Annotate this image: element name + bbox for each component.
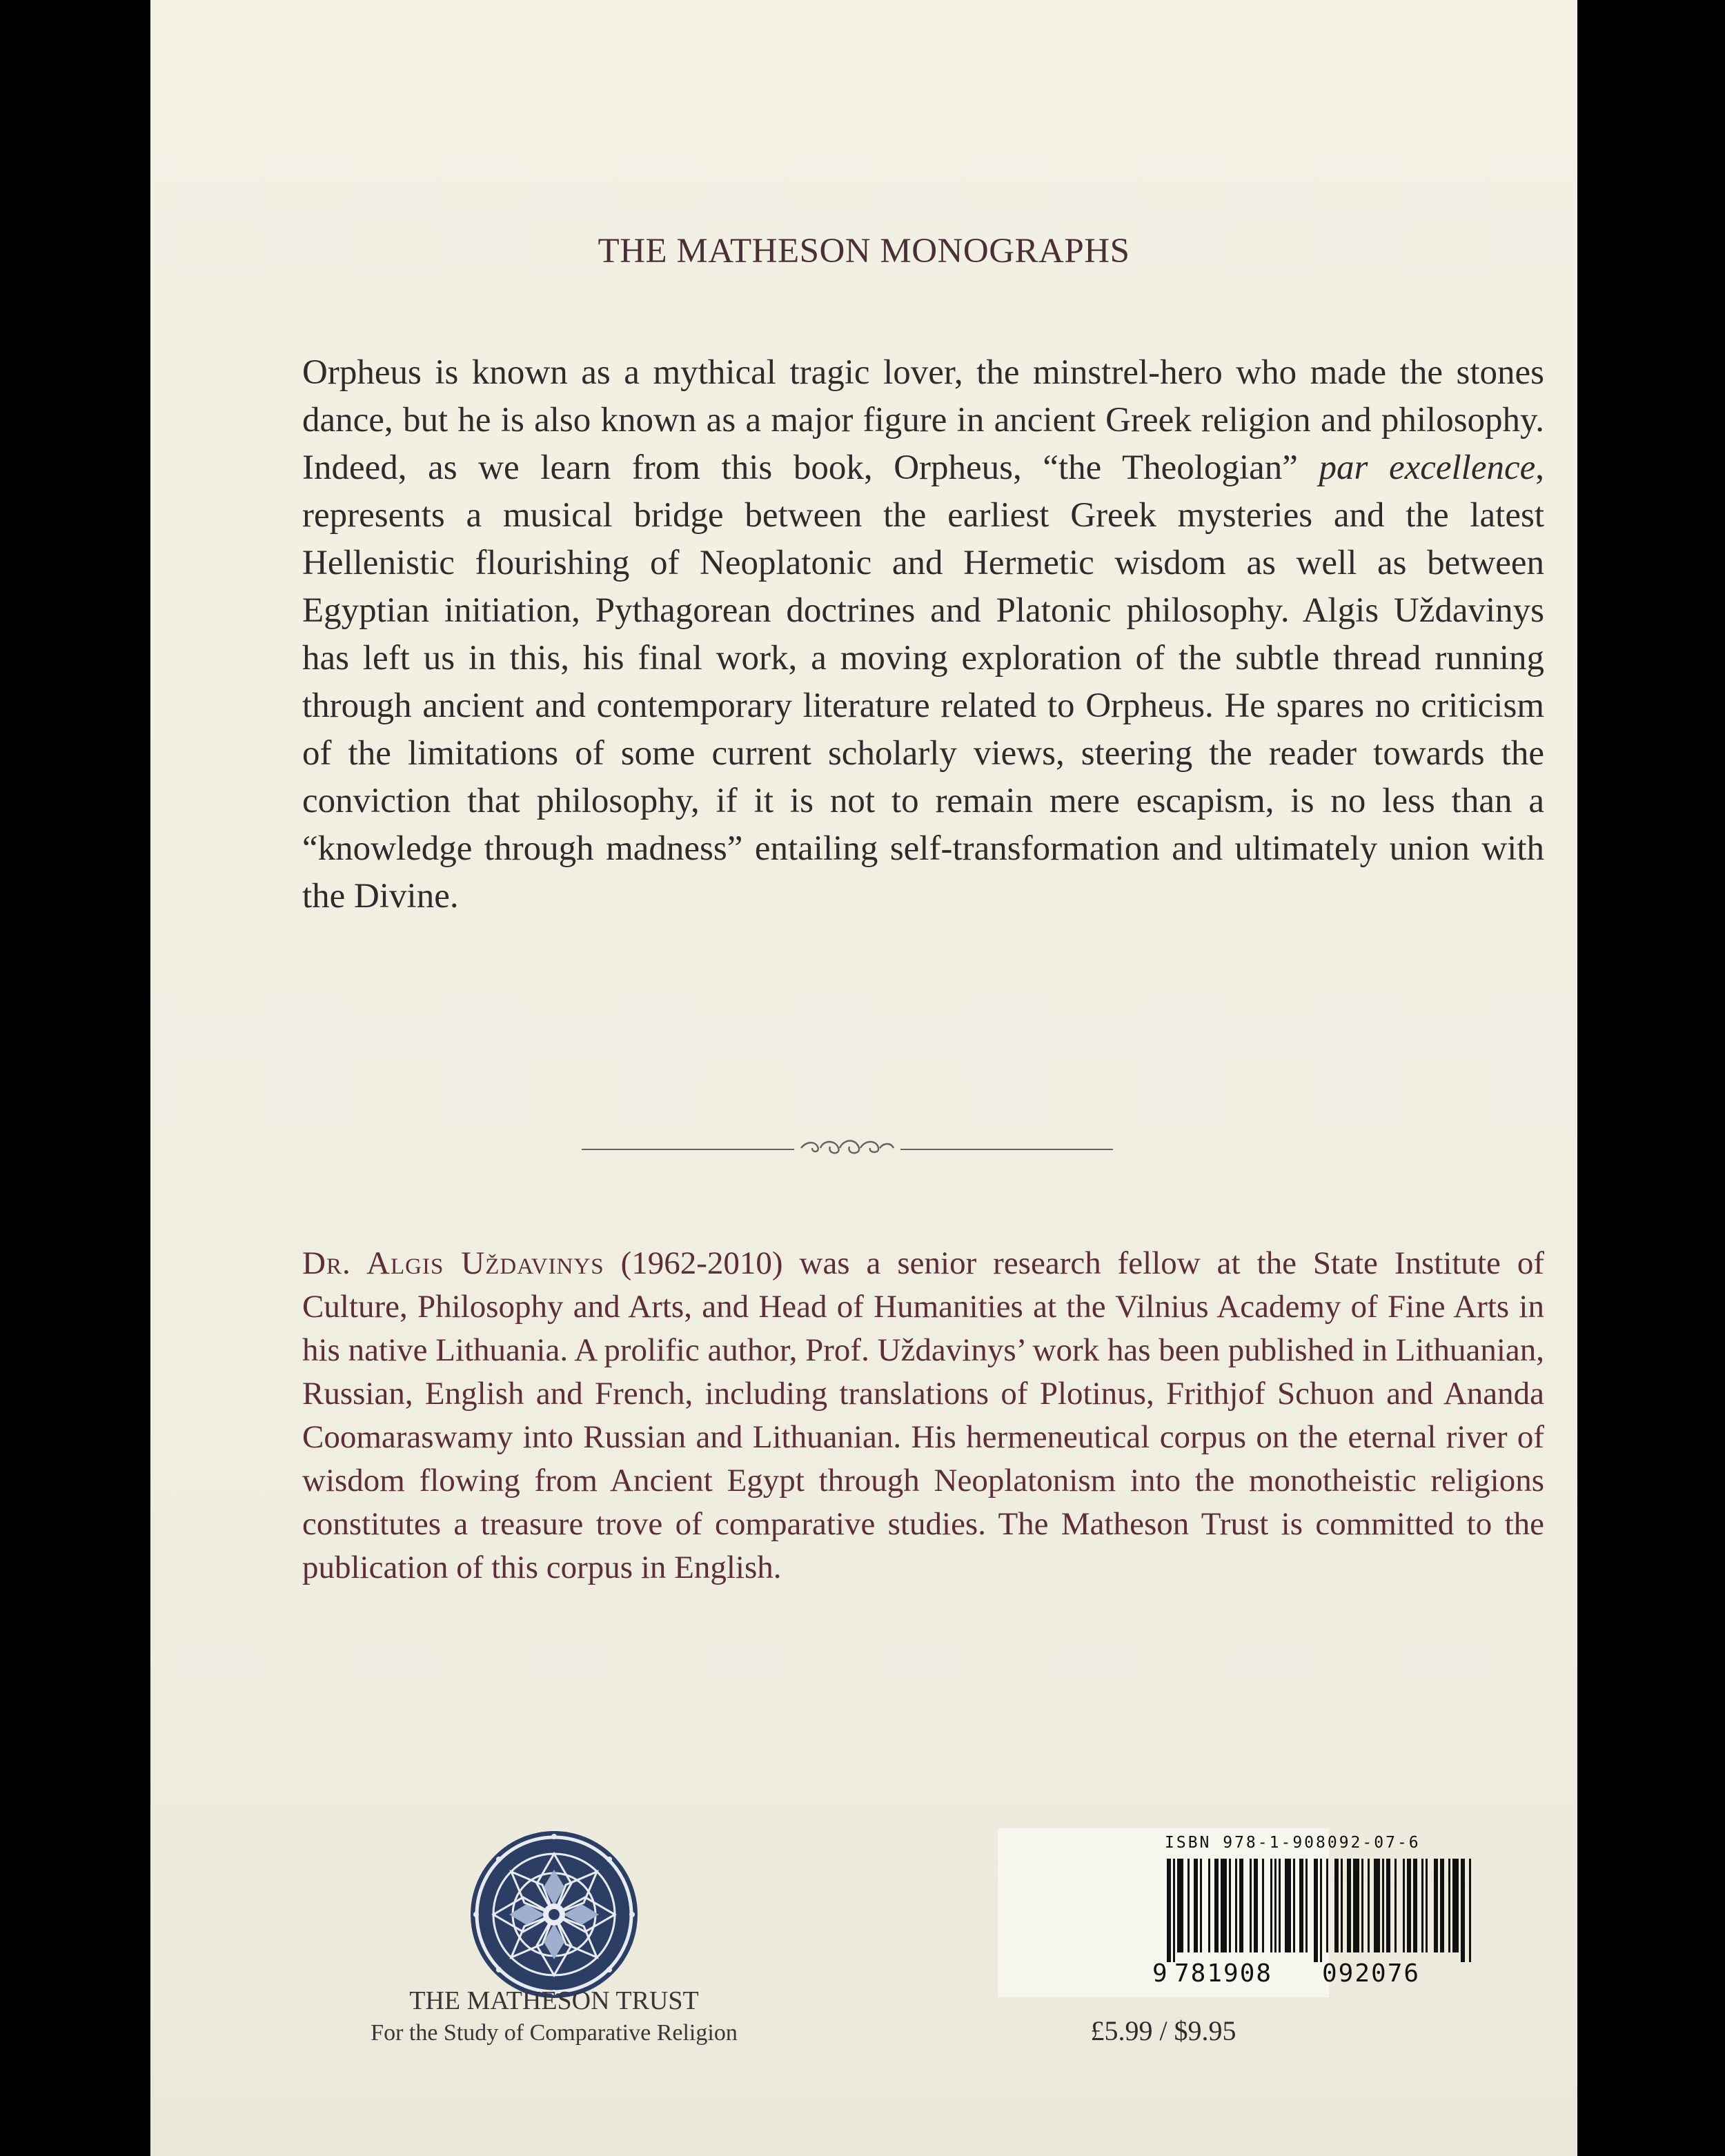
barcode-bar — [1214, 1859, 1219, 1952]
barcode-bar — [1361, 1859, 1363, 1952]
publisher-name: THE MATHESON TRUST — [409, 1986, 699, 2015]
barcode-bar — [1334, 1859, 1339, 1952]
barcode-digits-left: 781908 — [1174, 1959, 1273, 1988]
publisher-tagline: For the Study of Comparative Religion — [371, 2020, 738, 2046]
blurb-text-part-2: , represents a musical bridge between the earliest Greek mysteries and the latest Hellenistic flourishing of Neoplatonic and Hermetic wisdom as well as between Egyptian initiation, Pythagorean doctrines and Platonic philosophy. Algis Uždavinys has left us in this, his final work, a moving exploration of the subtle thread running through ancient and contemporary literature related to Orpheus. He spares no criticism of the limitations of some current scholarly views, steering the reader towards the conviction that philosophy, if it is not to remain mere escapism, is no less than a “knowledge through madness” entailing self-transformation and ultimately union with the Divine. — [302, 448, 1545, 916]
blurb-italic-phrase: par excellence — [1319, 448, 1536, 487]
barcode-bar — [1347, 1859, 1351, 1952]
barcode-bars — [1167, 1859, 1476, 1962]
barcode-bar — [1469, 1859, 1471, 1962]
barcode-bar — [1440, 1859, 1444, 1952]
barcode-bar — [1235, 1859, 1237, 1952]
blurb-text-part-1: Orpheus is known as a mythical tragic lover, the minstrel-hero who made the stones dance, but he is also known as a major figure in ancient Greek religion and philosophy. Indeed, as we learn from this book, Orpheus, “the Theologian” — [302, 353, 1544, 487]
barcode-bar — [1167, 1859, 1171, 1962]
barcode-bar — [1341, 1859, 1343, 1952]
barcode-bar — [1413, 1859, 1417, 1952]
barcode-bar — [1305, 1859, 1308, 1952]
barcode-bar — [1254, 1859, 1258, 1952]
barcode-bar — [1229, 1859, 1231, 1952]
barcode-bar — [1403, 1859, 1405, 1952]
barcode-bar — [1194, 1859, 1198, 1952]
barcode-bar — [1353, 1859, 1359, 1952]
barcode-bar — [1382, 1859, 1384, 1952]
barcode-bar — [1270, 1859, 1272, 1952]
isbn-label: ISBN 978-1-908092-07-6 — [1165, 1834, 1421, 1852]
author-bio — [302, 1242, 1544, 1590]
barcode-bar — [1394, 1859, 1397, 1952]
barcode-bar — [1461, 1859, 1465, 1962]
barcode-bar — [1386, 1859, 1390, 1952]
flourish-icon — [801, 1141, 894, 1154]
barcode-bar — [1187, 1859, 1190, 1952]
author-name: Dr. Algis Uždavinys — [302, 1245, 604, 1281]
barcode-bar — [1421, 1859, 1423, 1952]
barcode-bar — [1262, 1859, 1264, 1952]
price: £5.99 / $9.95 — [1090, 2015, 1236, 2046]
barcode-bar — [1177, 1859, 1183, 1952]
book-back-cover — [150, 0, 1577, 2156]
series-title: THE MATHESON MONOGRAPHS — [598, 232, 1130, 270]
barcode-bar — [1274, 1859, 1276, 1952]
barcode-bar — [1407, 1859, 1411, 1952]
isbn-barcode — [998, 1828, 1421, 1997]
barcode-bar — [1173, 1859, 1175, 1962]
barcode-bar — [1200, 1859, 1202, 1952]
book-blurb — [302, 349, 1544, 920]
barcode-bar — [1434, 1859, 1438, 1952]
barcode-bar — [1250, 1859, 1252, 1952]
barcode-bar — [1314, 1859, 1318, 1962]
barcode-bar — [1285, 1859, 1291, 1952]
barcode-bar — [1320, 1859, 1322, 1962]
matheson-trust-emblem-icon — [468, 1828, 640, 2001]
barcode-bar — [1239, 1859, 1243, 1952]
barcode-bar — [1279, 1859, 1281, 1952]
barcode-bar — [1293, 1859, 1295, 1952]
author-bio-text: (1962-2010) was a senior research fellow at the State Institute of Culture, Philosophy and Arts, and Head of Humanities at the Vilnius Academy of Fine Arts in his native Lithuania. A prolific author, Prof. Uždavinys’ work has been published in Lithuanian, Russian, English and French, including translations of Plotinus, Frithjof Schuon and Ananda Coomaraswamy into Russian and Lithuanian. His hermeneutical corpus on the eternal river of wisdom flowing from Ancient Egypt through Neoplatonism into the monotheistic religions constitutes a treasure trove of comparative studies. The Matheson Trust is committed to the publication of this corpus in English. — [302, 1245, 1544, 1585]
barcode-bar — [1299, 1859, 1303, 1952]
barcode-bar — [1452, 1859, 1459, 1952]
barcode-bar — [1208, 1859, 1210, 1952]
barcode-bar — [1368, 1859, 1370, 1952]
ornamental-divider — [582, 1131, 1113, 1159]
barcode-bar — [1221, 1859, 1227, 1952]
barcode-bar — [1426, 1859, 1428, 1952]
barcode-bar — [1448, 1859, 1450, 1952]
barcode-digit-first: 9 — [1152, 1959, 1167, 1988]
barcode-bar — [1326, 1859, 1328, 1952]
barcode-bar — [1374, 1859, 1380, 1952]
barcode-digits-right: 092076 — [1322, 1959, 1421, 1988]
